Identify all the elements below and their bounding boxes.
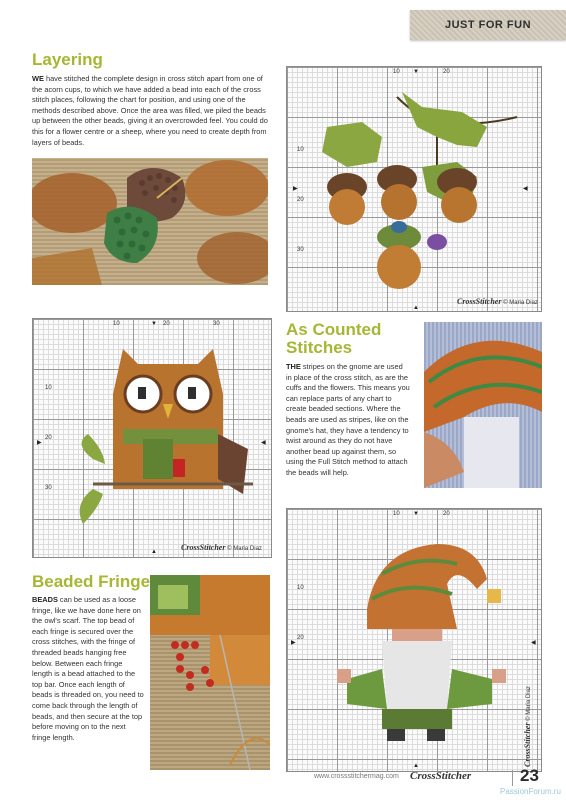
owl-tick-x-30: 30 <box>213 321 220 327</box>
owl-tick-x-10: 10 <box>113 321 120 327</box>
gnome-center-arrow-left-icon: ▶ <box>291 640 296 646</box>
page-number: 23 <box>520 766 539 785</box>
gnome-chart <box>286 508 542 772</box>
layering-text: have stitched the complete design in cross stitch apart from one of the acorn cups, to which we have added a bead into each of the cross stitch places, following the chart for position, and using one of the methods described above. Once the area was filled, we piled the beads up between the other beads, giving it an overcrowded feel. You could do this for a flower centre or a sheep, where you need to create depth from layers of beads. <box>32 74 268 147</box>
footer-divider <box>512 770 513 786</box>
gnome-center-arrow-bottom-icon: ▲ <box>413 763 419 769</box>
owl-chart-motif <box>33 319 273 559</box>
gnome-chart-credit <box>523 686 532 767</box>
owl-center-arrow-right-icon: ◀ <box>261 440 266 446</box>
owl-tick-y-20: 20 <box>45 435 52 441</box>
acorn-tick-x-10: 10 <box>393 69 400 75</box>
gnome-tick-x-10: 10 <box>393 511 400 517</box>
footer-brand-logo: CrossStitcher <box>410 770 472 782</box>
acorn-tick-y-20: 20 <box>297 197 304 203</box>
fringe-text: can be used as a loose fringe, like we have done here on the owl's scarf. The top bead of each fringe is secured over the cross stitches, with the fringe of threaded beads hanging free below. Between each fringe length is a bead attached to the top bar. Once each length of beads is threaded on, you need to come back through the length of beads, and then secure at the top before moving on to the next fringe length. <box>32 595 144 742</box>
section-tab-label: JUST FOR FUN <box>444 19 532 31</box>
owl-credit-brand: CrossStitcher <box>181 543 226 552</box>
acorn-credit-brand: CrossStitcher <box>457 297 502 306</box>
gnome-hat-photo <box>424 322 542 488</box>
counted-text: stripes on the gnome are used in place of the cross stitch, as are the cuffs and the flowers. This means you can replace parts of any chart to create beaded sections. Where the beads are used as stripes, like on the gnome's hat, they have a tendency to twist around as they do not have another bead up against them, so using the Full Stitch method to attach the beads will help. <box>286 362 410 477</box>
owl-scarf-photo <box>150 575 270 770</box>
acorn-photo-illustration <box>32 158 268 285</box>
owl-center-arrow-left-icon: ▶ <box>37 440 42 446</box>
acorn-chart-motif <box>287 67 543 313</box>
gnome-credit-name: © Maria Diaz <box>526 686 532 721</box>
acorn-chart <box>286 66 542 312</box>
gnome-photo-illustration <box>424 322 542 488</box>
acorn-beaded-photo <box>32 158 268 285</box>
gnome-credit-brand: CrossStitcher <box>523 722 532 767</box>
acorn-credit-name: © Maria Diaz <box>503 300 538 306</box>
layering-heading: Layering <box>32 50 103 69</box>
acorn-center-arrow-right-icon: ◀ <box>523 186 528 192</box>
section-tab <box>410 10 566 40</box>
layering-body <box>32 74 268 148</box>
gnome-center-arrow-top-icon: ▼ <box>413 511 419 517</box>
acorn-center-arrow-left-icon: ▶ <box>293 186 298 192</box>
counted-heading: As Counted Stitches <box>286 320 382 357</box>
owl-chart <box>32 318 272 558</box>
acorn-center-arrow-bottom-icon: ▲ <box>413 305 419 311</box>
owl-chart-credit <box>181 543 262 552</box>
acorn-center-arrow-top-icon: ▼ <box>413 69 419 75</box>
counted-lead: THE <box>286 362 301 371</box>
owl-tick-y-10: 10 <box>45 385 52 391</box>
fringe-heading: Beaded Fringe <box>32 572 151 591</box>
gnome-tick-y-20: 20 <box>297 635 304 641</box>
footer-url[interactable]: www.crossstitchermag.com <box>314 773 399 780</box>
gnome-center-arrow-right-icon: ◀ <box>531 640 536 646</box>
counted-body <box>286 362 410 479</box>
acorn-tick-y-30: 30 <box>297 247 304 253</box>
owl-tick-y-30: 30 <box>45 485 52 491</box>
gnome-tick-y-10: 10 <box>297 585 304 591</box>
owl-credit-name: © Maria Diaz <box>227 546 262 552</box>
acorn-chart-credit <box>457 297 538 306</box>
gnome-chart-motif <box>287 509 543 773</box>
fringe-lead: BEADS <box>32 595 58 604</box>
gnome-tick-x-20: 20 <box>443 511 450 517</box>
owl-tick-x-20: 20 <box>163 321 170 327</box>
acorn-tick-x-20: 20 <box>443 69 450 75</box>
acorn-tick-y-10: 10 <box>297 147 304 153</box>
owl-center-arrow-bottom-icon: ▲ <box>151 549 157 555</box>
owl-center-arrow-top-icon: ▼ <box>151 321 157 327</box>
fringe-body <box>32 595 144 743</box>
layering-lead: WE <box>32 74 44 83</box>
scarf-photo-illustration <box>150 575 270 770</box>
site-watermark: PassionForum.ru <box>500 787 561 796</box>
